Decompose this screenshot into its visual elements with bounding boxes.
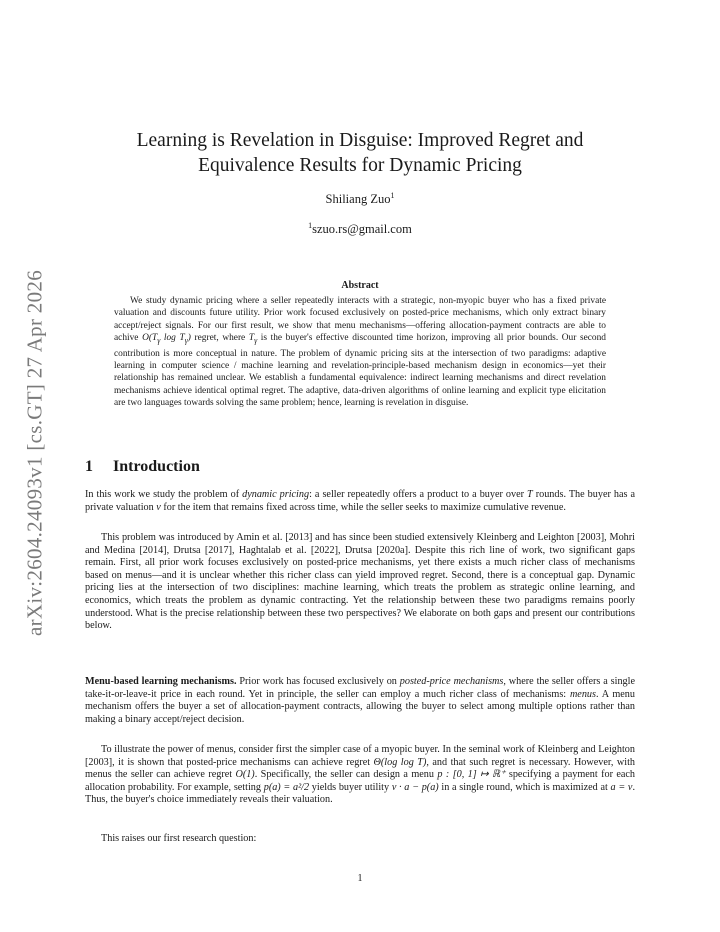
author-line [90,192,630,207]
author-name: Shiliang Zuo [325,192,391,206]
menu-runin-heading: Menu-based learning mechanisms. [85,676,237,687]
abstract-text: regret, where [190,333,249,344]
page-number: 1 [357,873,363,884]
menu-paragraph-2: To illustrate the power of menus, consider first the simpler case of a myopic buyer. In the seminal work of Kleinberg and Leighton [2003], it is shown that posted-price mechanisms can achieve regret Θ(log log T), and that such regret is necessary. However, with menus the seller can achieve regret O(1). Specifically, the seller can design a menu p : [0, 1] ↦ ℝ⁺ specifying a payment for each allocation probability. For example, setting p(a) = a²/2 yields buyer utility v · a − p(a) in a single round, which is maximized at a = v. Thus, the buyer's choice immediately reveals their valuation. [85,744,636,806]
abstract-body [114,295,606,410]
author-email-line [90,222,630,237]
abstract-text: is the buyer's effective discounted time horizon, improving all prior bounds. Our second contribution is more conceptual in nature. The problem of dynamic pricing sits at the intersection of two paradigms: adaptive learning in computer science / machine learning and revelation-principle-based mechanism design in economics—yet their relationship has remained unclear. We establish a fundamental equivalence: indirect learning mechanisms and direct revelation mechanisms achieve identical optimal regret. The adaptive, data-driven algorithms of online learning and explicit type elicitation are two languages towards solving the same problem; hence, learning is revelation in disguise. [114,333,606,409]
abstract-heading: Abstract [341,280,379,291]
author-affiliation-mark: 1 [390,191,395,200]
abstract-math: $O(T_\gamma$ $\log T_\gamma$) [142,333,191,346]
menu-paragraph-3: This raises our first research question: [101,833,257,844]
paper-title [90,128,630,178]
intro-paragraph-1: In this work we study the problem of dynamic pricing: a seller repeatedly offers a product to a buyer over T rounds. The buyer has a private valuation v for the item that remains fixed across time, while the seller seeks to maximize cumulative revenue. [85,489,636,513]
abstract-text: We study dynamic pricing where a seller repeatedly interacts with a strategic, non-myopic buyer who has a fixed private valuation and discounts future utility. Prior work focused exclusively on posted-price mechanisms, which only extract binary accept/reject signals. For our first result, we show that menu mechanisms—offering allocation-payment contracts are able to achive [114,296,606,344]
intro-paragraph-2: This problem was introduced by Amin et al. [2013] and has since been studied extensively Kleinberg and Leighton [2003], Mohri and Medina [2014], Drutsa [2017], Haghtalab et al. [2022], Drutsa [2020a]. Despite this rich line of work, two significant gaps remain. First, all prior work focuses exclusively on posted-price mechanisms, yet there exists a much richer class of mechanisms based on menus—and it is unclear whether this richer class can yield improved regret. Second, there is a conceptual gap. Dynamic pricing lies at the intersection of two disciplines: machine learning, which treats the problem as strategic online learning, and economics, which treats the problem as dynamic contracting. Yet the relationship between these two paradigms remains poorly understood. What is the precise relationship between these two perspectives? We elaborate on both gaps and present our contributions below. [85,532,635,632]
menu-paragraph-1: Menu-based learning mechanisms. Prior work has focused exclusively on posted-price mechanisms, where the seller offers a single take-it-or-leave-it price in each round. Yet in principle, the seller can employ a much richer class of mechanisms: menus. A menu mechanism offers the buyer a set of allocation-payment contracts, allowing the buyer to select among multiple options rather than making a binary accept/reject decision. [85,676,635,725]
author-email: szuo.rs@gmail.com [312,222,412,236]
arxiv-identifier-stamp [22,258,48,648]
section-number: 1 [85,458,93,475]
title-line-2: Equivalence Results for Dynamic Pricing [198,155,522,176]
abstract-math: $T_\gamma$ [248,333,258,346]
section-heading-introduction [85,458,635,476]
title-line-1: Learning is Revelation in Disguise: Improved Regret and [136,130,584,151]
email-affiliation-mark: 1 [308,221,313,230]
arxiv-identifier-text: arXiv:2604.24093v1 [cs.GT] 27 Apr 2026 [22,269,47,637]
section-title: Introduction [113,458,200,475]
